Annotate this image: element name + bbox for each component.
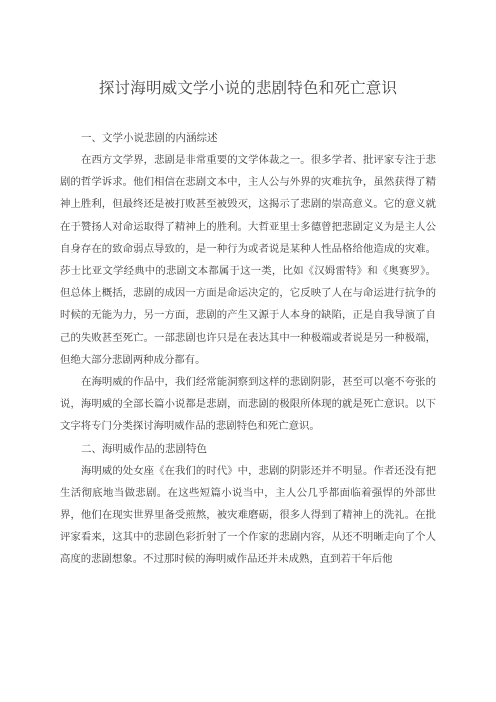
document-title: 探讨海明威文学小说的悲剧特色和死亡意识: [98, 79, 398, 97]
paragraph: 在海明威的作品中，我们经常能洞察到这样的悲剧阴影，甚至可以毫不夸张的说，海明威的全部长篇小说都是悲剧，而悲剧的极限所体现的就是死亡意识。以下文字将专门分类探讨海明威作品的悲剧特色和死亡意识。: [60, 376, 436, 433]
paragraph: 海明威的处女座《在我们的时代》中，悲剧的阴影还并不明显。作者还没有把生活彻底地当做悲剧。在这些短篇小说当中，主人公几乎都面临着强悍的外部世界，他们在现实世界里备受煎熬，被灾难磨砺，很多人得到了精神上的洗礼。在批评家看来，这其中的悲剧色彩折射了一个作家的悲剧内容，从还不明晰走向了个人高度的悲剧想象。不过那时候的海明威作品还并未成熟，直到若干年后他: [60, 464, 436, 566]
paragraph: 在西方文学界，悲剧是非常重要的文学体裁之一。很多学者、批评家专注于悲剧的哲学诉求。他们相信在悲剧文本中，主人公与外界的灾难抗争，虽然获得了精神上胜利，但最终还是被打败甚至被毁灭，这揭示了悲剧的崇高意义。它的意义就在于赞扬人对命运取得了精神上的胜利。大哲亚里士多德曾把悲剧定义为是主人公自身存在的致命弱点导致的，是一种行为或者说是某种人性品格给他造成的灾难。莎士比亚文学经典中的悲剧文本都属于这一类，比如《汉姆雷特》和《奥赛罗》。但总体上概括，悲剧的成因一方面是命运决定的，它反映了人在与命运进行抗争的时候的无能为力，另一方面，悲剧的产生又源于人本身的缺陷，正是自我导演了自己的失败甚至死亡。一部悲剧也许只是在表达其中一种极端或者说是另一种极端，但绝大部分悲剧两种成分都有。: [60, 154, 436, 366]
section-heading-2: 二、海明威作品的悲剧特色: [81, 442, 207, 455]
section-heading-1: 一、文学小说悲剧的内涵综述: [81, 132, 218, 144]
